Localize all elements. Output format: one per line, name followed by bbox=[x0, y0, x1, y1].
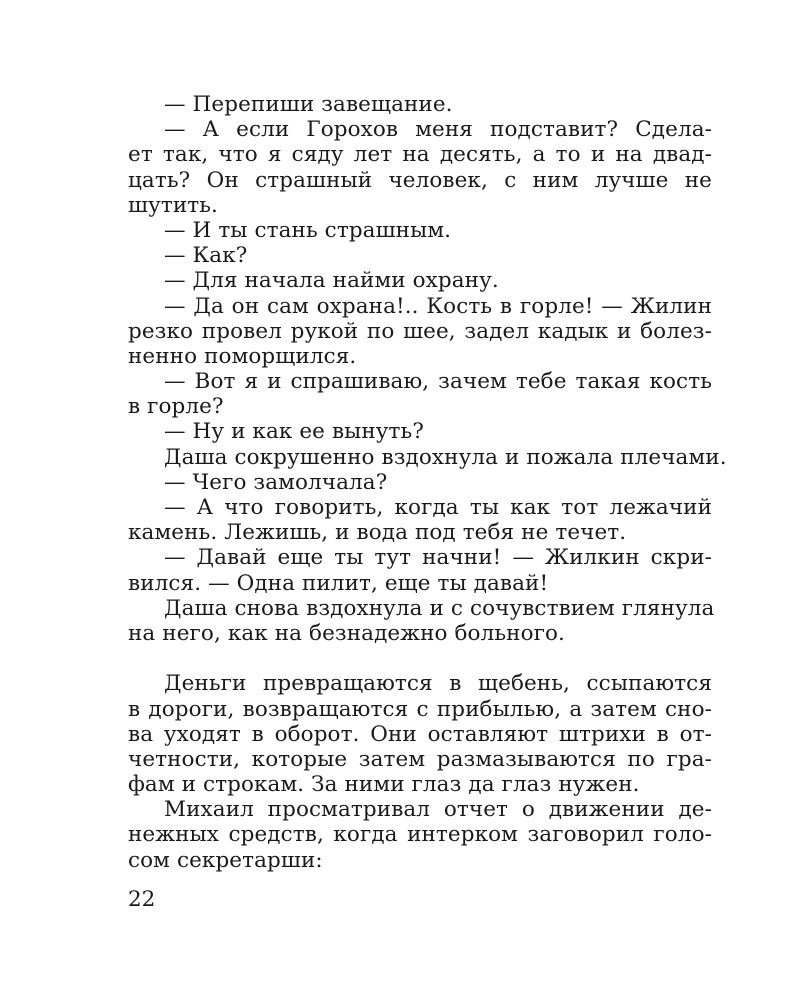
text-line: в горле? bbox=[128, 394, 224, 420]
text-line: в дороги, возвращаются с прибылью, а затем сно- bbox=[128, 696, 712, 722]
text-line: — Перепиши завещание. bbox=[164, 92, 453, 117]
text-line: сом секретарши: bbox=[128, 847, 323, 873]
text-line: ва уходят в оборот. Они оставляют штрихи в от- bbox=[128, 721, 712, 747]
text-line: вился. — Одна пилит, еще ты давай! bbox=[128, 570, 549, 596]
section-break bbox=[128, 646, 712, 671]
text-line: — Для начала найми охрану. bbox=[164, 268, 499, 294]
text-line: — Да он сам охрана!.. Кость в горле! — Жилин bbox=[164, 293, 712, 319]
text-line: — Вот я и спрашиваю, зачем тебе такая кость bbox=[164, 369, 712, 395]
text-line: резко провел рукой по шее, задел кадык и болез- bbox=[128, 318, 712, 344]
text-line: ненно поморщился. bbox=[128, 343, 357, 369]
page-number: 22 bbox=[128, 887, 156, 912]
text-line: ет так, что я сяду лет на десять, а то и на двад- bbox=[128, 142, 712, 168]
text-line: — А если Горохов меня подставит? Сдела- bbox=[164, 117, 712, 143]
text-line: цать? Он страшный человек, с ним лучше не bbox=[128, 167, 712, 193]
text-line: Михаил просматривал отчет о движении де- bbox=[164, 797, 712, 823]
text-line: — Как? bbox=[164, 243, 248, 269]
text-line: — Давай еще ты тут начни! — Жилкин скри- bbox=[164, 545, 712, 571]
text-line: шутить. bbox=[128, 192, 218, 218]
text-line: фам и строкам. За ними глаз да глаз нужен. bbox=[128, 772, 640, 798]
text-line: — И ты стань страшным. bbox=[164, 217, 452, 243]
page-body-text bbox=[128, 92, 727, 873]
text-line: — А что говорить, когда ты как тот лежачий bbox=[164, 495, 712, 520]
text-line: нежных средств, когда интерком заговорил голо- bbox=[128, 822, 712, 848]
text-line: Даша сокрушенно вздохнула и пожала плечами. bbox=[164, 444, 727, 470]
text-line: Деньги превращаются в щебень, ссыпаются bbox=[164, 671, 712, 697]
text-line: — Чего замолчала? bbox=[164, 469, 388, 495]
text-line: Даша снова вздохнула и с сочувствием глянула bbox=[164, 595, 715, 621]
text-line: камень. Лежишь, и вода под тебя не течет. bbox=[128, 520, 627, 546]
text-line: на него, как на безнадежно больного. bbox=[128, 620, 565, 646]
text-line: — Ну и как ее вынуть? bbox=[164, 419, 424, 445]
text-line: четности, которые затем размазываются по гра- bbox=[128, 746, 712, 772]
